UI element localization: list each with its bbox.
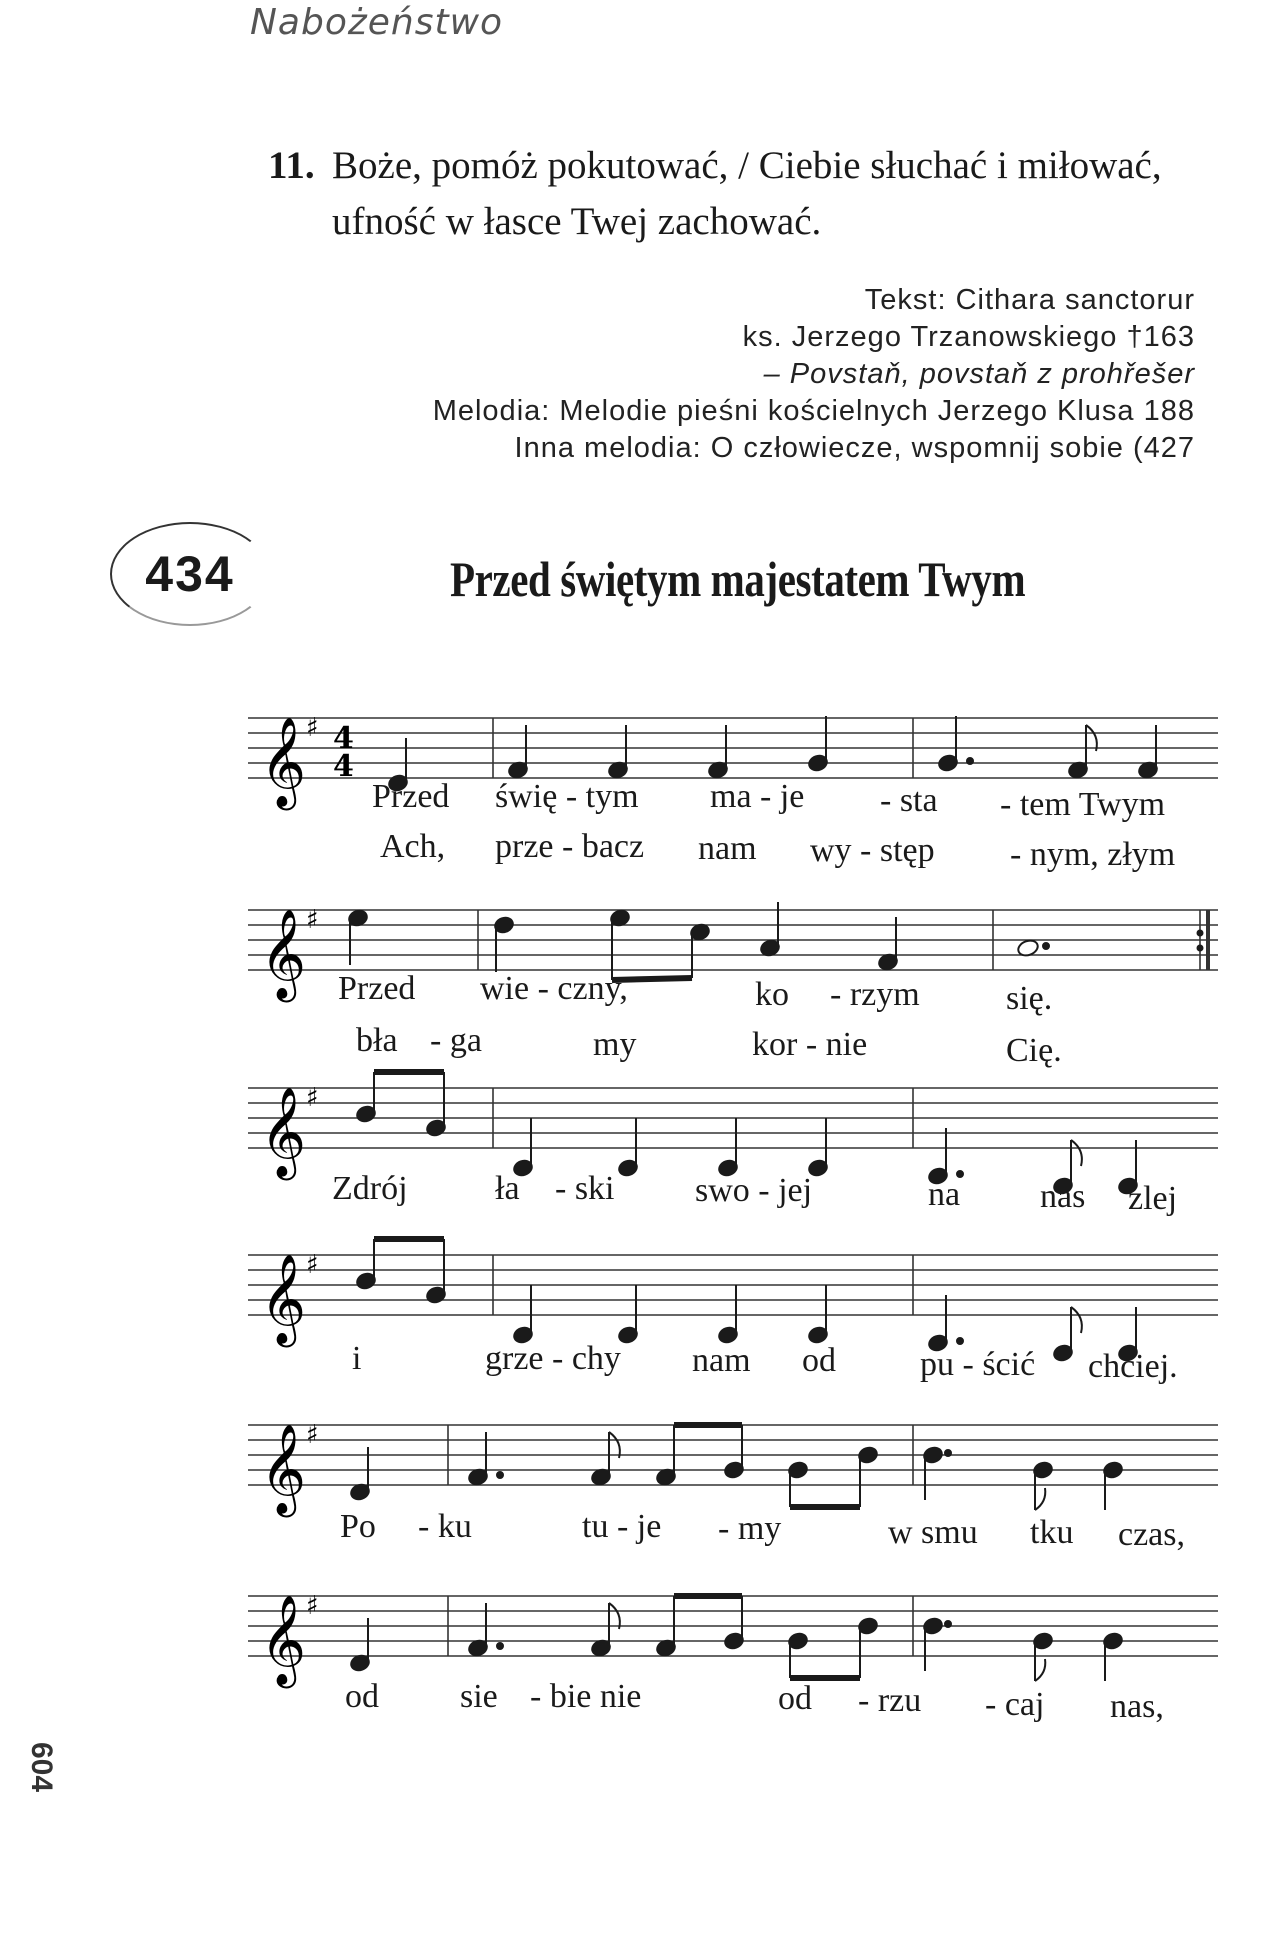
time-signature-top: 4 [333,721,354,756]
lyric-6-6: - caj [985,1686,1045,1723]
credit-line-5: Inna melodia: O człowiecze, wspomnij sobie (427 [514,432,1195,464]
hymn-title: Przed świętym majestatem Twym [450,551,1026,607]
lyric-6-5: - rzu [858,1682,922,1719]
credit-line-3: – Povstaň, povstaň z prohřešer [763,358,1195,390]
running-head: Nabożeństwo [250,2,504,43]
treble-clef-icon: 𝄞 [260,1424,307,1514]
treble-clef-icon: 𝄞 [260,909,307,999]
lyric-2-2-1: bła [356,1022,398,1059]
credit-line-4: Melodia: Melodie pieśni kościelnych Jerzego Klusa 188 [432,395,1195,427]
time-signature-bottom: 4 [333,749,354,784]
lyric-4-2: grze - chy [485,1340,621,1377]
verse-11 [270,138,1230,250]
lyric-3-1: Zdrój [332,1170,408,1207]
lyric-2-2-2: - ga [430,1022,482,1059]
lyric-5-5: w smu [888,1514,978,1551]
lyric-1-2-3: nam [698,830,757,867]
lyric-1-1-5: - tem Twym [1000,786,1166,823]
sharp-icon: ♯ [306,713,319,743]
music-staff-4 [248,1225,1218,1355]
verse-line-2: ufność w łasce Twej zachować. [332,200,822,243]
lyric-2-2-3: my [593,1026,637,1063]
lyric-6-2: sie [460,1678,498,1715]
lyric-1-2-2: prze - bacz [495,828,645,865]
lyric-2-1-2: wie - czny, [480,970,628,1007]
treble-clef-icon: 𝄞 [260,1087,307,1177]
lyric-1-1-3: ma - je [710,778,805,815]
treble-clef-icon: 𝄞 [260,1254,307,1344]
lyric-1-2-1: Ach, [380,828,446,865]
lyric-1-2-4: wy - stęp [810,832,935,869]
credit-line-2: ks. Jerzego Trzanowskiego †163 [742,321,1195,353]
lyric-5-1: Po [340,1508,376,1545]
hymn-credits [433,282,1195,467]
lyric-5-7: czas, [1118,1516,1186,1553]
lyric-2-1-1: Przed [338,970,416,1007]
lyric-3-6: nas [1040,1178,1086,1215]
verse-line-1: Boże, pomóż pokutować, / Ciebie słuchać i miłować, [332,144,1162,187]
lyric-3-3: - ski [555,1170,615,1207]
music-staff-3 [248,1058,1218,1188]
credit-line-1: Tekst: Cithara sanctorur [864,284,1195,316]
lyric-2-1-5: się. [1006,980,1053,1017]
lyric-6-3: - bie nie [530,1678,642,1715]
lyric-4-3: nam [692,1342,751,1379]
lyric-1-1-2: świę - tym [495,778,639,815]
treble-clef-icon: 𝄞 [260,717,307,807]
music-staff-6 [248,1566,1218,1696]
lyric-1-1-1: Przed [372,778,450,815]
lyric-3-4: swo - jej [695,1172,813,1209]
lyric-6-7: nas, [1110,1688,1164,1725]
sharp-icon: ♯ [306,1420,319,1450]
lyric-3-5: na [928,1176,961,1213]
lyric-3-7: zlej [1128,1180,1178,1217]
music-staff-5 [248,1395,1218,1525]
lyric-6-1: od [345,1678,379,1715]
treble-clef-icon: 𝄞 [260,1595,307,1685]
lyric-5-6: tku [1030,1514,1074,1551]
sharp-icon: ♯ [306,1591,319,1621]
lyric-2-2-4: kor - nie [752,1026,868,1063]
lyric-4-6: chciej. [1088,1348,1178,1385]
lyric-3-2: ła [495,1170,520,1207]
sharp-icon: ♯ [306,905,319,935]
verse-number: 11. [268,144,315,187]
lyric-5-3: tu - je [582,1508,662,1545]
page-number: 604 [25,1742,58,1793]
lyric-2-1-3: ko [755,976,789,1013]
lyric-4-1: i [352,1340,362,1377]
lyric-6-4: od [778,1680,812,1717]
lyric-5-2: - ku [418,1508,472,1545]
lyric-2-1-4: - rzym [830,976,920,1013]
hymn-number-badge: 434 [110,522,270,626]
lyric-2-2-5: Cię. [1006,1032,1062,1069]
sharp-icon: ♯ [306,1083,319,1113]
sharp-icon: ♯ [306,1250,319,1280]
lyric-1-2-5: - nym, złym [1010,836,1176,873]
lyric-1-1-4: - sta [880,782,938,819]
lyric-4-4: od [802,1342,836,1379]
lyric-4-5: pu - ścić [920,1346,1036,1383]
lyric-5-4: - my [718,1510,782,1547]
